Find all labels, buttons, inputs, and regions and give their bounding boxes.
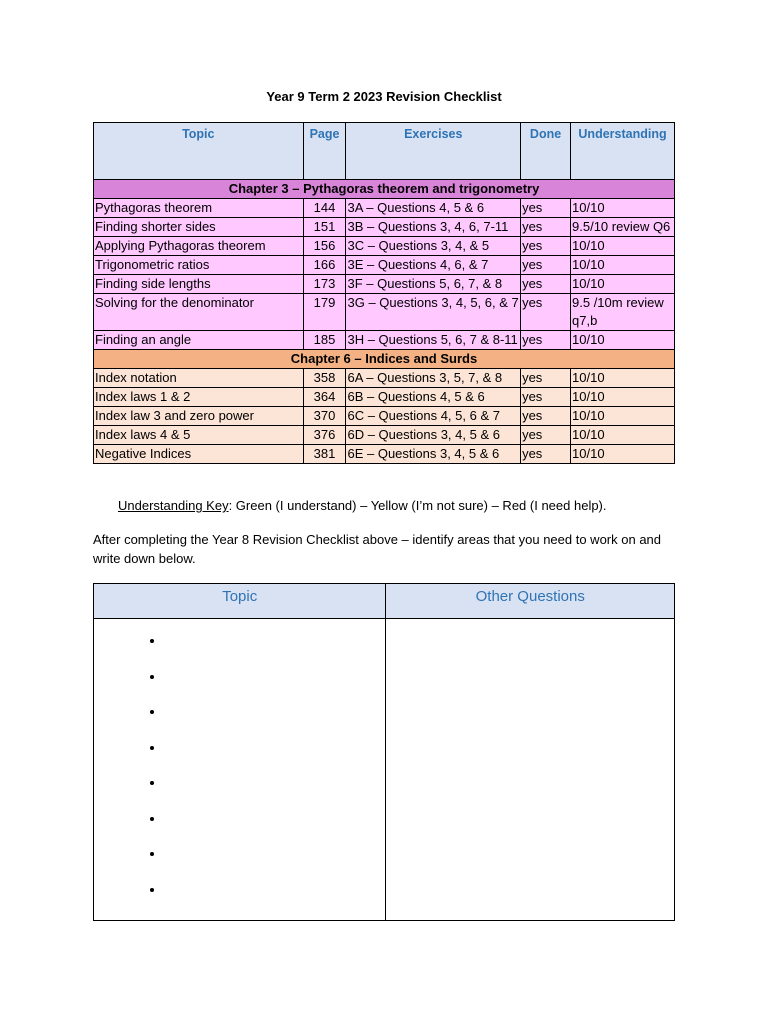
- cell-page: 364: [303, 388, 346, 407]
- table-row: [94, 294, 675, 331]
- cell-page: 179: [303, 294, 346, 331]
- cell-topic: Finding shorter sides: [94, 218, 304, 237]
- cell-understanding: 10/10: [571, 199, 675, 218]
- cell-done: yes: [521, 294, 571, 331]
- work-table-header-row: [94, 584, 675, 619]
- cell-exercises: 6C – Questions 4, 5, 6 & 7: [346, 407, 521, 426]
- table-row: [94, 218, 675, 237]
- work-table-body-row: [94, 619, 675, 921]
- cell-page: 376: [303, 426, 346, 445]
- document-title: Year 9 Term 2 2023 Revision Checklist: [266, 89, 502, 104]
- cell-topic: Applying Pythagoras theorem: [94, 237, 304, 256]
- cell-understanding: 10/10: [571, 426, 675, 445]
- cell-topic: Finding an angle: [94, 331, 304, 350]
- other-questions-input-cell[interactable]: [386, 619, 675, 921]
- cell-topic: Negative Indices: [94, 445, 304, 464]
- cell-understanding: 9.5 /10m review q7,b: [571, 294, 675, 331]
- chapter-row: [94, 350, 675, 369]
- list-item[interactable]: [165, 846, 384, 882]
- list-item[interactable]: [165, 740, 384, 776]
- cell-exercises: 3G – Questions 3, 4, 5, 6, & 7: [346, 294, 521, 331]
- cell-done: yes: [521, 407, 571, 426]
- table-row: [94, 275, 675, 294]
- cell-done: yes: [521, 237, 571, 256]
- cell-exercises: 3F – Questions 5, 6, 7, & 8: [346, 275, 521, 294]
- table-row: [94, 426, 675, 445]
- cell-understanding: 10/10: [571, 388, 675, 407]
- cell-done: yes: [521, 218, 571, 237]
- cell-page: 144: [303, 199, 346, 218]
- cell-understanding: 10/10: [571, 445, 675, 464]
- chapter-row: [94, 180, 675, 199]
- work-header-other-questions: Other Questions: [386, 584, 675, 619]
- cell-topic: Index laws 1 & 2: [94, 388, 304, 407]
- list-item[interactable]: [165, 882, 384, 918]
- cell-topic: Finding side lengths: [94, 275, 304, 294]
- cell-exercises: 6E – Questions 3, 4, 5 & 6: [346, 445, 521, 464]
- cell-topic: Trigonometric ratios: [94, 256, 304, 275]
- table-row: [94, 407, 675, 426]
- list-item[interactable]: [165, 704, 384, 740]
- cell-exercises: 6A – Questions 3, 5, 7, & 8: [346, 369, 521, 388]
- cell-understanding: 10/10: [571, 369, 675, 388]
- work-header-topic: Topic: [94, 584, 386, 619]
- chapter-title: Chapter 3 – Pythagoras theorem and trigonometry: [94, 180, 675, 199]
- list-item[interactable]: [165, 669, 384, 705]
- table-row: [94, 445, 675, 464]
- cell-exercises: 3E – Questions 4, 6, & 7: [346, 256, 521, 275]
- cell-page: 370: [303, 407, 346, 426]
- list-item[interactable]: [165, 811, 384, 847]
- table-row: [94, 331, 675, 350]
- cell-topic: Index laws 4 & 5: [94, 426, 304, 445]
- cell-understanding: 10/10: [571, 275, 675, 294]
- header-done: Done: [521, 123, 571, 180]
- cell-page: 358: [303, 369, 346, 388]
- cell-understanding: 9.5/10 review Q6: [571, 218, 675, 237]
- revision-checklist-table: [93, 122, 675, 464]
- cell-exercises: 3A – Questions 4, 5 & 6: [346, 199, 521, 218]
- cell-understanding: 10/10: [571, 237, 675, 256]
- cell-understanding: 10/10: [571, 407, 675, 426]
- cell-exercises: 3B – Questions 3, 4, 6, 7-11: [346, 218, 521, 237]
- work-areas-table: [93, 583, 675, 921]
- cell-page: 185: [303, 331, 346, 350]
- cell-topic: Solving for the denominator: [94, 294, 304, 331]
- header-page: Page: [303, 123, 346, 180]
- cell-topic: Index law 3 and zero power: [94, 407, 304, 426]
- table-row: [94, 388, 675, 407]
- cell-exercises: 3H – Questions 5, 6, 7 & 8-11: [346, 331, 521, 350]
- checklist-header-row: [94, 123, 675, 180]
- understanding-key: [118, 498, 607, 513]
- cell-exercises: 3C – Questions 3, 4, & 5: [346, 237, 521, 256]
- cell-done: yes: [521, 369, 571, 388]
- list-item[interactable]: [165, 633, 384, 669]
- header-exercises: Exercises: [346, 123, 521, 180]
- table-row: [94, 237, 675, 256]
- cell-understanding: 10/10: [571, 256, 675, 275]
- chapter-title: Chapter 6 – Indices and Surds: [94, 350, 675, 369]
- cell-topic: Pythagoras theorem: [94, 199, 304, 218]
- cell-done: yes: [521, 199, 571, 218]
- understanding-key-text: : Green (I understand) – Yellow (I’m not sure) – Red (I need help).: [228, 498, 607, 513]
- cell-page: 381: [303, 445, 346, 464]
- cell-topic: Index notation: [94, 369, 304, 388]
- cell-done: yes: [521, 331, 571, 350]
- understanding-key-label: Understanding Key: [118, 498, 229, 513]
- topic-input-cell[interactable]: [94, 619, 386, 921]
- cell-page: 156: [303, 237, 346, 256]
- cell-done: yes: [521, 256, 571, 275]
- topic-bullet-list: [95, 620, 384, 917]
- table-row: [94, 256, 675, 275]
- header-understanding: Understanding: [571, 123, 675, 180]
- cell-done: yes: [521, 426, 571, 445]
- cell-page: 166: [303, 256, 346, 275]
- list-item[interactable]: [165, 775, 384, 811]
- instruction-text: After completing the Year 8 Revision Checklist above – identify areas that you need to work on and write down below.: [93, 532, 662, 566]
- cell-exercises: 6B – Questions 4, 5 & 6: [346, 388, 521, 407]
- cell-understanding: 10/10: [571, 331, 675, 350]
- cell-done: yes: [521, 445, 571, 464]
- cell-page: 173: [303, 275, 346, 294]
- cell-page: 151: [303, 218, 346, 237]
- table-row: [94, 199, 675, 218]
- cell-done: yes: [521, 388, 571, 407]
- header-topic: Topic: [94, 123, 304, 180]
- cell-exercises: 6D – Questions 3, 4, 5 & 6: [346, 426, 521, 445]
- cell-done: yes: [521, 275, 571, 294]
- table-row: [94, 369, 675, 388]
